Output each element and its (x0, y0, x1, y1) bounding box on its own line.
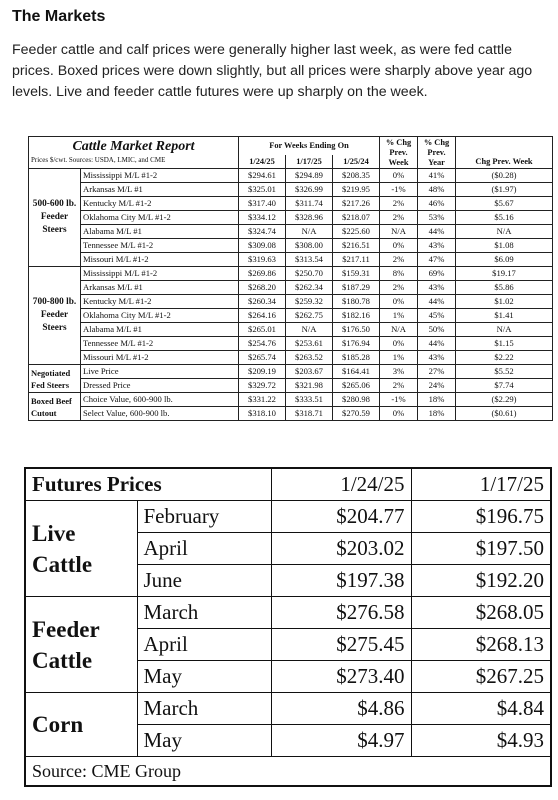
futures-price: $192.20 (411, 565, 551, 597)
weeks-header: For Weeks Ending On (239, 137, 380, 156)
group-label: 500-600 lb. Feeder Steers (29, 169, 81, 267)
futures-price: $273.40 (271, 661, 411, 693)
price-cell: 50% (418, 323, 456, 337)
price-cell: 18% (418, 393, 456, 407)
table-row (29, 337, 553, 351)
price-cell: $5.16 (456, 211, 553, 225)
price-cell: $1.02 (456, 295, 553, 309)
price-cell: $225.60 (333, 225, 380, 239)
price-cell: 45% (418, 309, 456, 323)
group-label: Negotiated Fed Steers (29, 365, 81, 393)
price-cell: $308.00 (286, 239, 333, 253)
price-cell: $5.52 (456, 365, 553, 379)
price-cell: $159.31 (333, 267, 380, 281)
price-cell: 44% (418, 295, 456, 309)
market-name: Choice Value, 600-900 lb. (81, 393, 239, 407)
price-cell: $263.52 (286, 351, 333, 365)
report-subtitle: Prices $/cwt. Sources: USDA, LMIC, and CME (29, 155, 239, 169)
price-cell: N/A (456, 323, 553, 337)
market-name: Kentucky M/L #1-2 (81, 295, 239, 309)
price-cell: $219.95 (333, 183, 380, 197)
header-date-1: 1/24/25 (239, 155, 286, 169)
price-cell: $331.22 (239, 393, 286, 407)
price-cell: $260.34 (239, 295, 286, 309)
price-cell: $265.01 (239, 323, 286, 337)
futures-month: June (137, 565, 271, 597)
price-cell: $6.09 (456, 253, 553, 267)
market-name: Live Price (81, 365, 239, 379)
price-cell: ($0.61) (456, 407, 553, 421)
price-cell: 2% (380, 253, 418, 267)
price-cell: 2% (380, 197, 418, 211)
table-row (29, 323, 553, 337)
price-cell: $318.10 (239, 407, 286, 421)
price-cell: $1.15 (456, 337, 553, 351)
futures-price: $275.45 (271, 629, 411, 661)
futures-month: May (137, 725, 271, 757)
table-row (25, 693, 551, 725)
price-cell: 0% (380, 337, 418, 351)
price-cell: N/A (286, 225, 333, 239)
header-chg-prev-week: Chg Prev. Week (456, 137, 553, 169)
futures-price: $204.77 (271, 501, 411, 533)
table-row (29, 295, 553, 309)
futures-price: $268.05 (411, 597, 551, 629)
price-cell: 43% (418, 351, 456, 365)
futures-date-1: 1/24/25 (271, 468, 411, 501)
price-cell: 2% (380, 379, 418, 393)
futures-price: $196.75 (411, 501, 551, 533)
market-name: Oklahoma City M/L #1-2 (81, 309, 239, 323)
price-cell: 2% (380, 211, 418, 225)
table-row (29, 309, 553, 323)
futures-price: $267.25 (411, 661, 551, 693)
price-cell: $265.06 (333, 379, 380, 393)
futures-month: April (137, 629, 271, 661)
table-row (29, 407, 553, 421)
price-cell: $185.28 (333, 351, 380, 365)
futures-price: $197.50 (411, 533, 551, 565)
price-cell: 0% (380, 169, 418, 183)
market-name: Mississippi M/L #1-2 (81, 169, 239, 183)
price-cell: -1% (380, 393, 418, 407)
price-cell: $280.98 (333, 393, 380, 407)
market-name: Missouri M/L #1-2 (81, 253, 239, 267)
price-cell: $270.59 (333, 407, 380, 421)
futures-month: March (137, 597, 271, 629)
futures-date-2: 1/17/25 (411, 468, 551, 501)
table-row (29, 225, 553, 239)
table-row (25, 757, 551, 787)
price-cell: $324.74 (239, 225, 286, 239)
table-row (29, 253, 553, 267)
market-name: Alabama M/L #1 (81, 225, 239, 239)
market-name: Oklahoma City M/L #1-2 (81, 211, 239, 225)
price-cell: $333.51 (286, 393, 333, 407)
futures-commodity-label: Live Cattle (25, 501, 137, 597)
price-cell: $264.16 (239, 309, 286, 323)
price-cell: $319.63 (239, 253, 286, 267)
table-row (29, 197, 553, 211)
market-name: Tennessee M/L #1-2 (81, 337, 239, 351)
table-row (29, 267, 553, 281)
price-cell: $5.86 (456, 281, 553, 295)
price-cell: $294.61 (239, 169, 286, 183)
table-row (29, 393, 553, 407)
group-label: 700-800 lb. Feeder Steers (29, 267, 81, 365)
group-label: Boxed Beef Cutout (29, 393, 81, 421)
price-cell: $326.99 (286, 183, 333, 197)
market-name: Select Value, 600-900 lb. (81, 407, 239, 421)
table-row (29, 169, 553, 183)
price-cell: $19.17 (456, 267, 553, 281)
futures-price: $268.13 (411, 629, 551, 661)
price-cell: 44% (418, 225, 456, 239)
price-cell: $5.67 (456, 197, 553, 211)
price-cell: $311.74 (286, 197, 333, 211)
price-cell: $325.01 (239, 183, 286, 197)
price-cell: $268.20 (239, 281, 286, 295)
price-cell: 8% (380, 267, 418, 281)
price-cell: $253.61 (286, 337, 333, 351)
futures-price: $4.84 (411, 693, 551, 725)
market-name: Mississippi M/L #1-2 (81, 267, 239, 281)
price-cell: N/A (380, 225, 418, 239)
price-cell: $1.08 (456, 239, 553, 253)
price-cell: $265.74 (239, 351, 286, 365)
price-cell: $317.40 (239, 197, 286, 211)
price-cell: $309.08 (239, 239, 286, 253)
price-cell: $217.11 (333, 253, 380, 267)
price-cell: $216.51 (333, 239, 380, 253)
futures-month: February (137, 501, 271, 533)
price-cell: $2.22 (456, 351, 553, 365)
price-cell: $313.54 (286, 253, 333, 267)
futures-source: Source: CME Group (25, 757, 551, 787)
header-date-3: 1/25/24 (333, 155, 380, 169)
intro-paragraph: Feeder cattle and calf prices were generally higher last week, as were fed cattle prices. Boxed prices were down slightly, but all prices were sharply above year ago levels. Live and feeder cattle futures were up sharply on the week. (12, 42, 533, 100)
futures-month: April (137, 533, 271, 565)
price-cell: $209.19 (239, 365, 286, 379)
futures-price: $4.93 (411, 725, 551, 757)
price-cell: $182.16 (333, 309, 380, 323)
futures-price: $276.58 (271, 597, 411, 629)
section-title: The Markets (12, 8, 106, 25)
table-row (29, 379, 553, 393)
futures-commodity-label: Feeder Cattle (25, 597, 137, 693)
price-cell: 44% (418, 337, 456, 351)
table-row (25, 501, 551, 533)
price-cell: 43% (418, 281, 456, 295)
price-cell: 43% (418, 239, 456, 253)
price-cell: $262.34 (286, 281, 333, 295)
price-cell: N/A (456, 225, 553, 239)
market-name: Kentucky M/L #1-2 (81, 197, 239, 211)
table-row (29, 365, 553, 379)
price-cell: 3% (380, 365, 418, 379)
header-pct-chg-year: % Chg Prev. Year (418, 137, 456, 169)
header-date-2: 1/17/25 (286, 155, 333, 169)
price-cell: 2% (380, 281, 418, 295)
price-cell: $269.86 (239, 267, 286, 281)
market-name: Arkansas M/L #1 (81, 183, 239, 197)
price-cell: N/A (286, 323, 333, 337)
futures-price: $203.02 (271, 533, 411, 565)
price-cell: 0% (380, 239, 418, 253)
price-cell: $259.32 (286, 295, 333, 309)
table-row (29, 239, 553, 253)
table-row (29, 351, 553, 365)
price-cell: $203.67 (286, 365, 333, 379)
price-cell: $187.29 (333, 281, 380, 295)
price-cell: $176.94 (333, 337, 380, 351)
price-cell: ($1.97) (456, 183, 553, 197)
market-name: Tennessee M/L #1-2 (81, 239, 239, 253)
price-cell: N/A (380, 323, 418, 337)
price-cell: $294.89 (286, 169, 333, 183)
price-cell: $217.26 (333, 197, 380, 211)
price-cell: $250.70 (286, 267, 333, 281)
price-cell: $1.41 (456, 309, 553, 323)
price-cell: $318.71 (286, 407, 333, 421)
futures-commodity-label: Corn (25, 693, 137, 757)
price-cell: 0% (380, 407, 418, 421)
table-row (29, 183, 553, 197)
price-cell: $218.07 (333, 211, 380, 225)
price-cell: $334.12 (239, 211, 286, 225)
table-row (29, 281, 553, 295)
price-cell: $329.72 (239, 379, 286, 393)
table-row (29, 211, 553, 225)
price-cell: 47% (418, 253, 456, 267)
price-cell: 0% (380, 295, 418, 309)
futures-prices-table (24, 467, 552, 787)
price-cell: -1% (380, 183, 418, 197)
futures-price: $4.97 (271, 725, 411, 757)
price-cell: 1% (380, 351, 418, 365)
price-cell: $7.74 (456, 379, 553, 393)
price-cell: 18% (418, 407, 456, 421)
price-cell: $208.35 (333, 169, 380, 183)
futures-price: $197.38 (271, 565, 411, 597)
price-cell: 48% (418, 183, 456, 197)
price-cell: $254.76 (239, 337, 286, 351)
futures-price: $4.86 (271, 693, 411, 725)
price-cell: 24% (418, 379, 456, 393)
price-cell: $262.75 (286, 309, 333, 323)
report-title: Cattle Market Report (29, 137, 239, 156)
price-cell: $321.98 (286, 379, 333, 393)
price-cell: 1% (380, 309, 418, 323)
market-name: Missouri M/L #1-2 (81, 351, 239, 365)
price-cell: 69% (418, 267, 456, 281)
price-cell: $164.41 (333, 365, 380, 379)
price-cell: $328.96 (286, 211, 333, 225)
price-cell: ($2.29) (456, 393, 553, 407)
price-cell: 27% (418, 365, 456, 379)
market-name: Arkansas M/L #1 (81, 281, 239, 295)
price-cell: $180.78 (333, 295, 380, 309)
market-name: Alabama M/L #1 (81, 323, 239, 337)
price-cell: 41% (418, 169, 456, 183)
header-pct-chg-week: % Chg Prev. Week (380, 137, 418, 169)
market-name: Dressed Price (81, 379, 239, 393)
price-cell: 46% (418, 197, 456, 211)
price-cell: ($0.28) (456, 169, 553, 183)
futures-month: March (137, 693, 271, 725)
cattle-market-report-table (28, 136, 553, 421)
futures-month: May (137, 661, 271, 693)
table-row (25, 597, 551, 629)
price-cell: $176.50 (333, 323, 380, 337)
futures-title: Futures Prices (25, 468, 271, 501)
price-cell: 53% (418, 211, 456, 225)
